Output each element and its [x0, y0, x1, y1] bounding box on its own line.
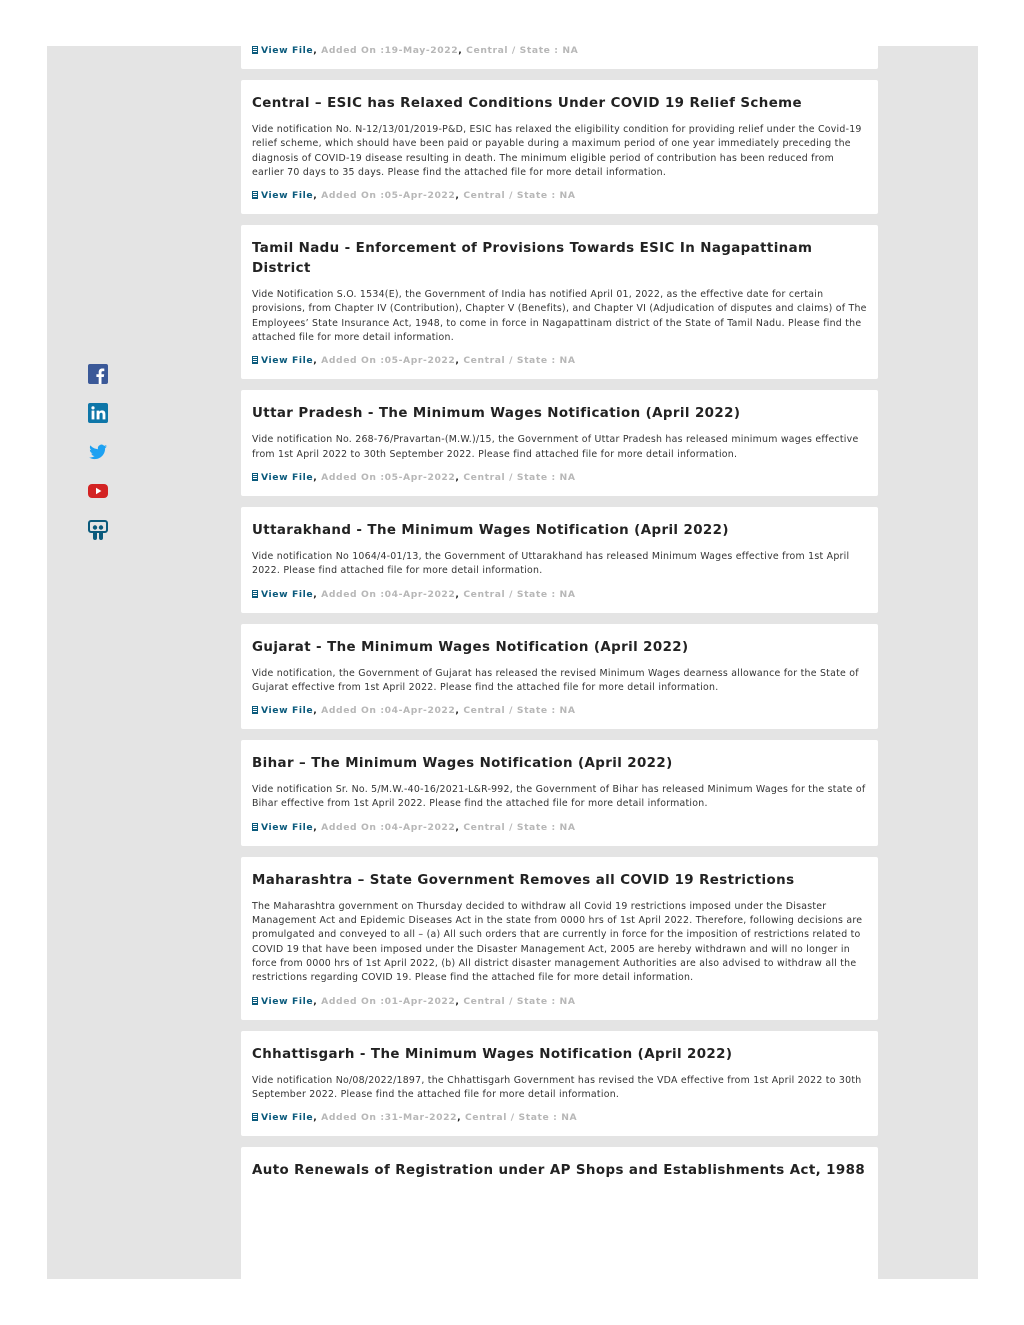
card-title[interactable]: Central – ESIC has Relaxed Conditions Under COVID 19 Relief Scheme — [252, 96, 803, 111]
card-meta: View File, Added On :19-May-2022, Central / State : NA — [252, 46, 867, 57]
view-file-link[interactable]: View File — [261, 588, 314, 600]
central-state-label: Central / State : NA — [463, 588, 576, 600]
added-on-date: Added On :05-Apr-2022 — [321, 355, 456, 367]
card-description: Vide notification No 1064/4-01/13, the Government of Uttarakhand has released Minimum Wages effective from 1st April 2022. Please find attached file for more detail information. — [252, 550, 850, 577]
added-on-date: Added On :05-Apr-2022 — [321, 471, 456, 483]
added-on-date: Added On :19-May-2022 — [321, 46, 459, 56]
central-state-label: Central / State : NA — [466, 46, 579, 56]
central-state-label: Central / State : NA — [463, 995, 576, 1007]
view-file-link[interactable]: View File — [261, 705, 314, 717]
card-title[interactable]: Tamil Nadu - Enforcement of Provisions Towards ESIC In Nagapattinam District — [252, 241, 813, 277]
notification-card — [241, 507, 878, 613]
central-state-label: Central / State : NA — [463, 190, 576, 202]
central-state-label: Central / State : NA — [463, 355, 576, 367]
file-icon — [252, 356, 258, 364]
file-icon — [252, 997, 258, 1005]
added-on-date: Added On :04-Apr-2022 — [321, 705, 456, 717]
card-title[interactable]: Bihar – The Minimum Wages Notification (April 2022) — [252, 756, 673, 772]
linkedin-icon[interactable] — [88, 403, 108, 423]
card-meta: View File, Added On :05-Apr-2022, Central / State : NA — [252, 189, 867, 202]
notification-card — [241, 80, 878, 214]
card-description: Vide notification Sr. No. 5/M.W.-40-16/2021-L&R-992, the Government of Bihar has released Minimum Wages for the state of Bihar effective from 1st April 2022. Please find the attached file for more detail information. — [252, 784, 866, 810]
file-icon — [252, 823, 258, 831]
view-file-link[interactable]: View File — [261, 190, 314, 202]
card-description: Vide notification, the Government of Gujarat has released the revised Minimum Wages dearness allowance for the State of Gujarat effective from 1st April 2022. Please find the attached file for more detail information. — [252, 667, 859, 693]
card-title[interactable]: Maharashtra – State Government Removes all COVID 19 Restrictions — [252, 872, 795, 888]
card-description: The Maharashtra government on Thursday decided to withdraw all Covid 19 restrictions imposed under the Disaster Management Act and Epidemic Diseases Act in the state from 0000 hrs of 1st April 2022. Therefore, following decisions are promulgated and conveyed to all – (a) All such orders that are currently in force for the imposition of restrictions related to COVID 19 that have been imposed under the Disaster Management Act, 2005 are hereby withdrawn and will no longer in force from 0000 hrs of 1st April 2022, (b) All district disaster management Authorities are also advised to withdraw all the restrictions regarding COVID 19. Please find the attached file for more detail information. — [252, 900, 863, 984]
central-state-label: Central / State : NA — [463, 705, 576, 717]
facebook-icon[interactable] — [88, 364, 108, 384]
notification-card — [241, 624, 878, 730]
card-meta: View File, Added On :04-Apr-2022, Central / State : NA — [252, 821, 867, 834]
card-description: Vide notification No/08/2022/1897, the Chhattisgarh Government has revised the VDA effective from 1st April 2022 to 30th September 2022. Please find the attached file for more detail information. — [252, 1074, 862, 1100]
card-description: Vide notification No. N-12/13/01/2019-P&D, ESIC has relaxed the eligibility condition for providing relief under the Covid-19 relief scheme, which should have been paid or payable during a maximum period of one year immediately preceding the diagnosis of COVID-19 disease resulting in death. The minimum eligible period of contribution has been reduced from earlier 70 days to 35 days. Please find the attached file for more detail information. — [252, 124, 862, 178]
card-meta: View File, Added On :05-Apr-2022, Central / State : NA — [252, 354, 867, 367]
added-on-date: Added On :05-Apr-2022 — [321, 190, 456, 202]
card-title[interactable]: Uttarakhand - The Minimum Wages Notification (April 2022) — [252, 522, 729, 538]
notification-card — [241, 390, 878, 496]
view-file-link[interactable]: View File — [261, 995, 314, 1007]
central-state-label: Central / State : NA — [463, 471, 576, 483]
notification-card — [241, 225, 878, 379]
card-description: Vide Notification S.O. 1534(E), the Government of India has notified April 01, 2022, as the effective date for certain provisions, from Chapter IV (Contribution), Chapter V (Benefits), and Chapter VI (Adjudication of disputes and claims) of The Employees’ State Insurance Act, 1948, to come in force in Nagapattinam district of the State of Tamil Nadu. Please find the attached file for more detail information. — [252, 289, 867, 344]
notification-card — [241, 46, 878, 69]
content-frame — [47, 46, 978, 1279]
slideshare-icon[interactable] — [88, 520, 108, 540]
added-on-date: Added On :01-Apr-2022 — [321, 995, 456, 1007]
card-meta: View File, Added On :05-Apr-2022, Central / State : NA — [252, 471, 867, 484]
file-icon — [252, 590, 258, 598]
notification-card — [241, 1147, 878, 1279]
view-file-link[interactable]: View File — [261, 471, 314, 483]
file-icon — [252, 473, 258, 481]
file-icon — [252, 1113, 258, 1121]
view-file-link[interactable]: View File — [261, 821, 314, 833]
card-title[interactable]: Gujarat - The Minimum Wages Notification (April 2022) — [252, 639, 689, 655]
added-on-date: Added On :04-Apr-2022 — [321, 821, 456, 833]
view-file-link[interactable]: View File — [261, 46, 314, 56]
notification-card — [241, 1031, 878, 1137]
added-on-date: Added On :04-Apr-2022 — [321, 588, 456, 600]
central-state-label: Central / State : NA — [463, 821, 576, 833]
twitter-icon[interactable] — [88, 442, 108, 462]
social-sidebar — [88, 364, 110, 559]
view-file-link[interactable]: View File — [261, 355, 314, 367]
card-meta: View File, Added On :01-Apr-2022, Central / State : NA — [252, 995, 867, 1008]
card-title[interactable]: Uttar Pradesh - The Minimum Wages Notification (April 2022) — [252, 406, 741, 422]
central-state-label: Central / State : NA — [464, 1112, 578, 1124]
file-icon — [252, 706, 258, 714]
youtube-icon[interactable] — [88, 481, 108, 501]
added-on-date: Added On :31-Mar-2022 — [321, 1112, 458, 1124]
card-title[interactable]: Chhattisgarh - The Minimum Wages Notification (April 2022) — [252, 1046, 733, 1062]
card-meta: View File, Added On :04-Apr-2022, Central / State : NA — [252, 704, 867, 717]
card-meta: View File, Added On :04-Apr-2022, Central / State : NA — [252, 588, 867, 601]
card-meta: View File, Added On :31-Mar-2022, Central / State : NA — [252, 1111, 867, 1124]
card-description: Vide notification No. 268-76/Pravartan-(M.W.)/15, the Government of Uttar Pradesh has released minimum wages effective from 1st April 2022 to 30th September 2022. Please find attached file for more detail information. — [252, 434, 859, 460]
view-file-link[interactable]: View File — [261, 1112, 314, 1124]
notification-card — [241, 740, 878, 846]
file-icon — [252, 191, 258, 199]
notification-feed — [241, 46, 878, 1279]
card-title[interactable]: Auto Renewals of Registration under AP Shops and Establishments Act, 1988 — [252, 1163, 866, 1179]
file-icon — [252, 46, 258, 54]
notification-card — [241, 857, 878, 1020]
